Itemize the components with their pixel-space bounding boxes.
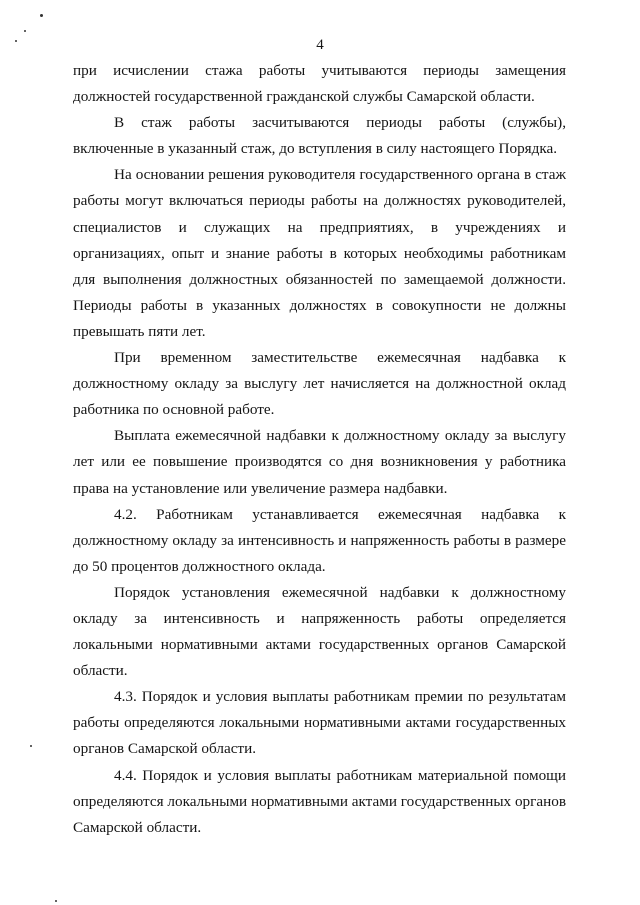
scan-speck <box>55 900 57 902</box>
paragraph-allowance-payment: Выплата ежемесячной надбавки к должностному окладу за выслугу лет или ее повышение производятся со дня возникновения у работника права на установление или увеличение размера надбавки. <box>73 427 566 497</box>
scan-speck <box>24 30 26 32</box>
paragraph-section-4-3: 4.3. Порядок и условия выплаты работникам премии по результатам работы определяются локальными нормативными актами государственных органов Самарской области. <box>73 688 566 758</box>
scan-speck <box>40 14 43 17</box>
scan-speck <box>30 745 32 747</box>
paragraph-section-4-2: 4.2. Работникам устанавливается ежемесячная надбавка к должностному окладу за интенсивность и напряженность работы в размере до 50 процентов должностного оклада. <box>73 505 566 575</box>
paragraph-manager-decision: На основании решения руководителя государственного органа в стаж работы могут включаться периоды работы на должностях руководителей, специалистов и служащих на предприятиях, в учреждениях и организациях, опыт и знание работы в которых необходимы работникам для выполнения должностных обязанностей по замещаемой должности. Периоды работы в указанных должностях в совокупности не должны превышать пяти лет. <box>73 166 566 340</box>
paragraph-temporary-substitution: При временном заместительстве ежемесячная надбавка к должностному окладу за выслугу лет начисляется на должностной оклад работника по основной работе. <box>73 349 566 419</box>
page-number: 4 <box>316 37 324 53</box>
paragraph-length-of-service-periods: при исчислении стажа работы учитываются периоды замещения должностей государственной гражданской службы Самарской области. <box>73 62 566 106</box>
paragraph-service-credit: В стаж работы засчитываются периоды работы (службы), включенные в указанный стаж, до вступления в силу настоящего Порядка. <box>73 114 566 158</box>
scan-speck <box>15 40 17 42</box>
document-body <box>73 58 566 841</box>
paragraph-allowance-procedure: Порядок установления ежемесячной надбавки к должностному окладу за интенсивность и напряженность работы определяется локальными нормативными актами государственных органов Самарской области. <box>73 583 566 680</box>
paragraph-section-4-4: 4.4. Порядок и условия выплаты работникам материальной помощи определяются локальными нормативными актами государственных органов Самарской области. <box>73 766 566 836</box>
